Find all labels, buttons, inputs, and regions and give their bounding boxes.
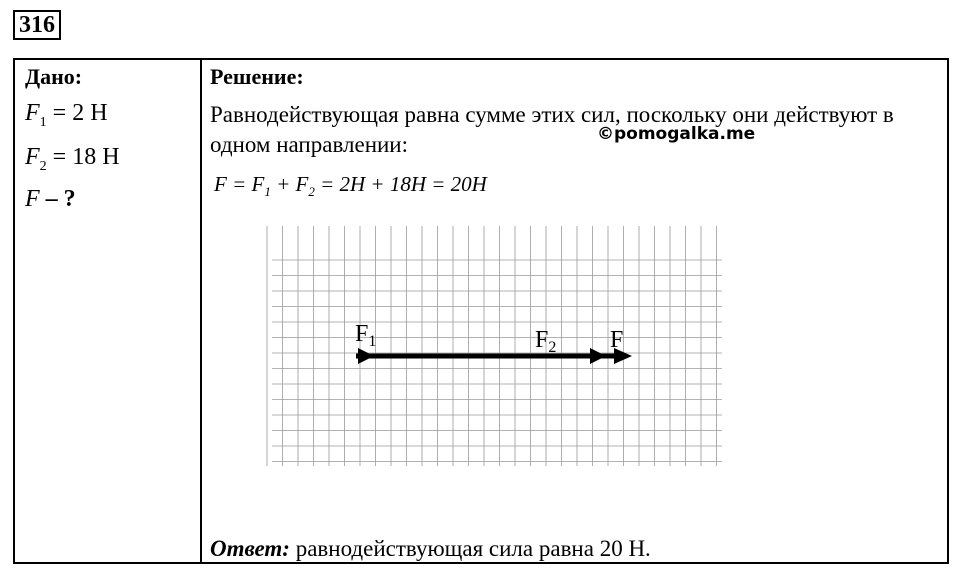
formula-sub-2: 2 bbox=[308, 184, 315, 200]
given-heading: Дано: bbox=[25, 64, 83, 89]
f1-value: = 2 Н bbox=[52, 100, 108, 126]
label-f2: $F_2$ bbox=[535, 327, 557, 356]
formula bbox=[214, 172, 487, 200]
f2-arrowhead bbox=[590, 348, 606, 364]
solution-column bbox=[202, 60, 947, 562]
f-symbol: F bbox=[25, 186, 40, 212]
f1-arrowhead bbox=[358, 348, 374, 364]
force-diagram bbox=[262, 226, 732, 476]
label-f1: $F_1$ bbox=[355, 321, 377, 350]
given-f2 bbox=[25, 144, 120, 175]
f2-symbol: F bbox=[25, 144, 40, 170]
answer bbox=[210, 536, 651, 562]
f-question: – ? bbox=[45, 186, 76, 212]
f1-symbol: F bbox=[25, 100, 40, 126]
label-f: F bbox=[610, 327, 624, 353]
formula-part-2: + F bbox=[270, 172, 309, 196]
grid-lines bbox=[267, 226, 722, 466]
watermark: ©pomogalka.me bbox=[597, 124, 756, 144]
solution-text: Равнодействующая равна сумме этих сил, поскольку они действуют в одном направлении: bbox=[210, 102, 894, 157]
solution-table bbox=[13, 58, 949, 564]
solution-heading: Решение: bbox=[210, 64, 304, 89]
f2-value: = 18 Н bbox=[52, 144, 120, 170]
problem-number: 316 bbox=[13, 10, 61, 40]
f1-subscript: 1 bbox=[39, 114, 47, 130]
given-unknown bbox=[25, 186, 76, 213]
answer-label: Ответ: bbox=[210, 536, 290, 561]
given-column bbox=[15, 60, 200, 562]
formula-part-1: F = F bbox=[214, 172, 265, 196]
f2-subscript: 2 bbox=[39, 158, 47, 174]
formula-sub-1: 1 bbox=[264, 184, 271, 200]
formula-part-3: = 2H + 18H = 20H bbox=[314, 172, 487, 196]
given-f1 bbox=[25, 100, 108, 131]
answer-text: равнодействующая сила равна 20 Н. bbox=[289, 536, 651, 561]
